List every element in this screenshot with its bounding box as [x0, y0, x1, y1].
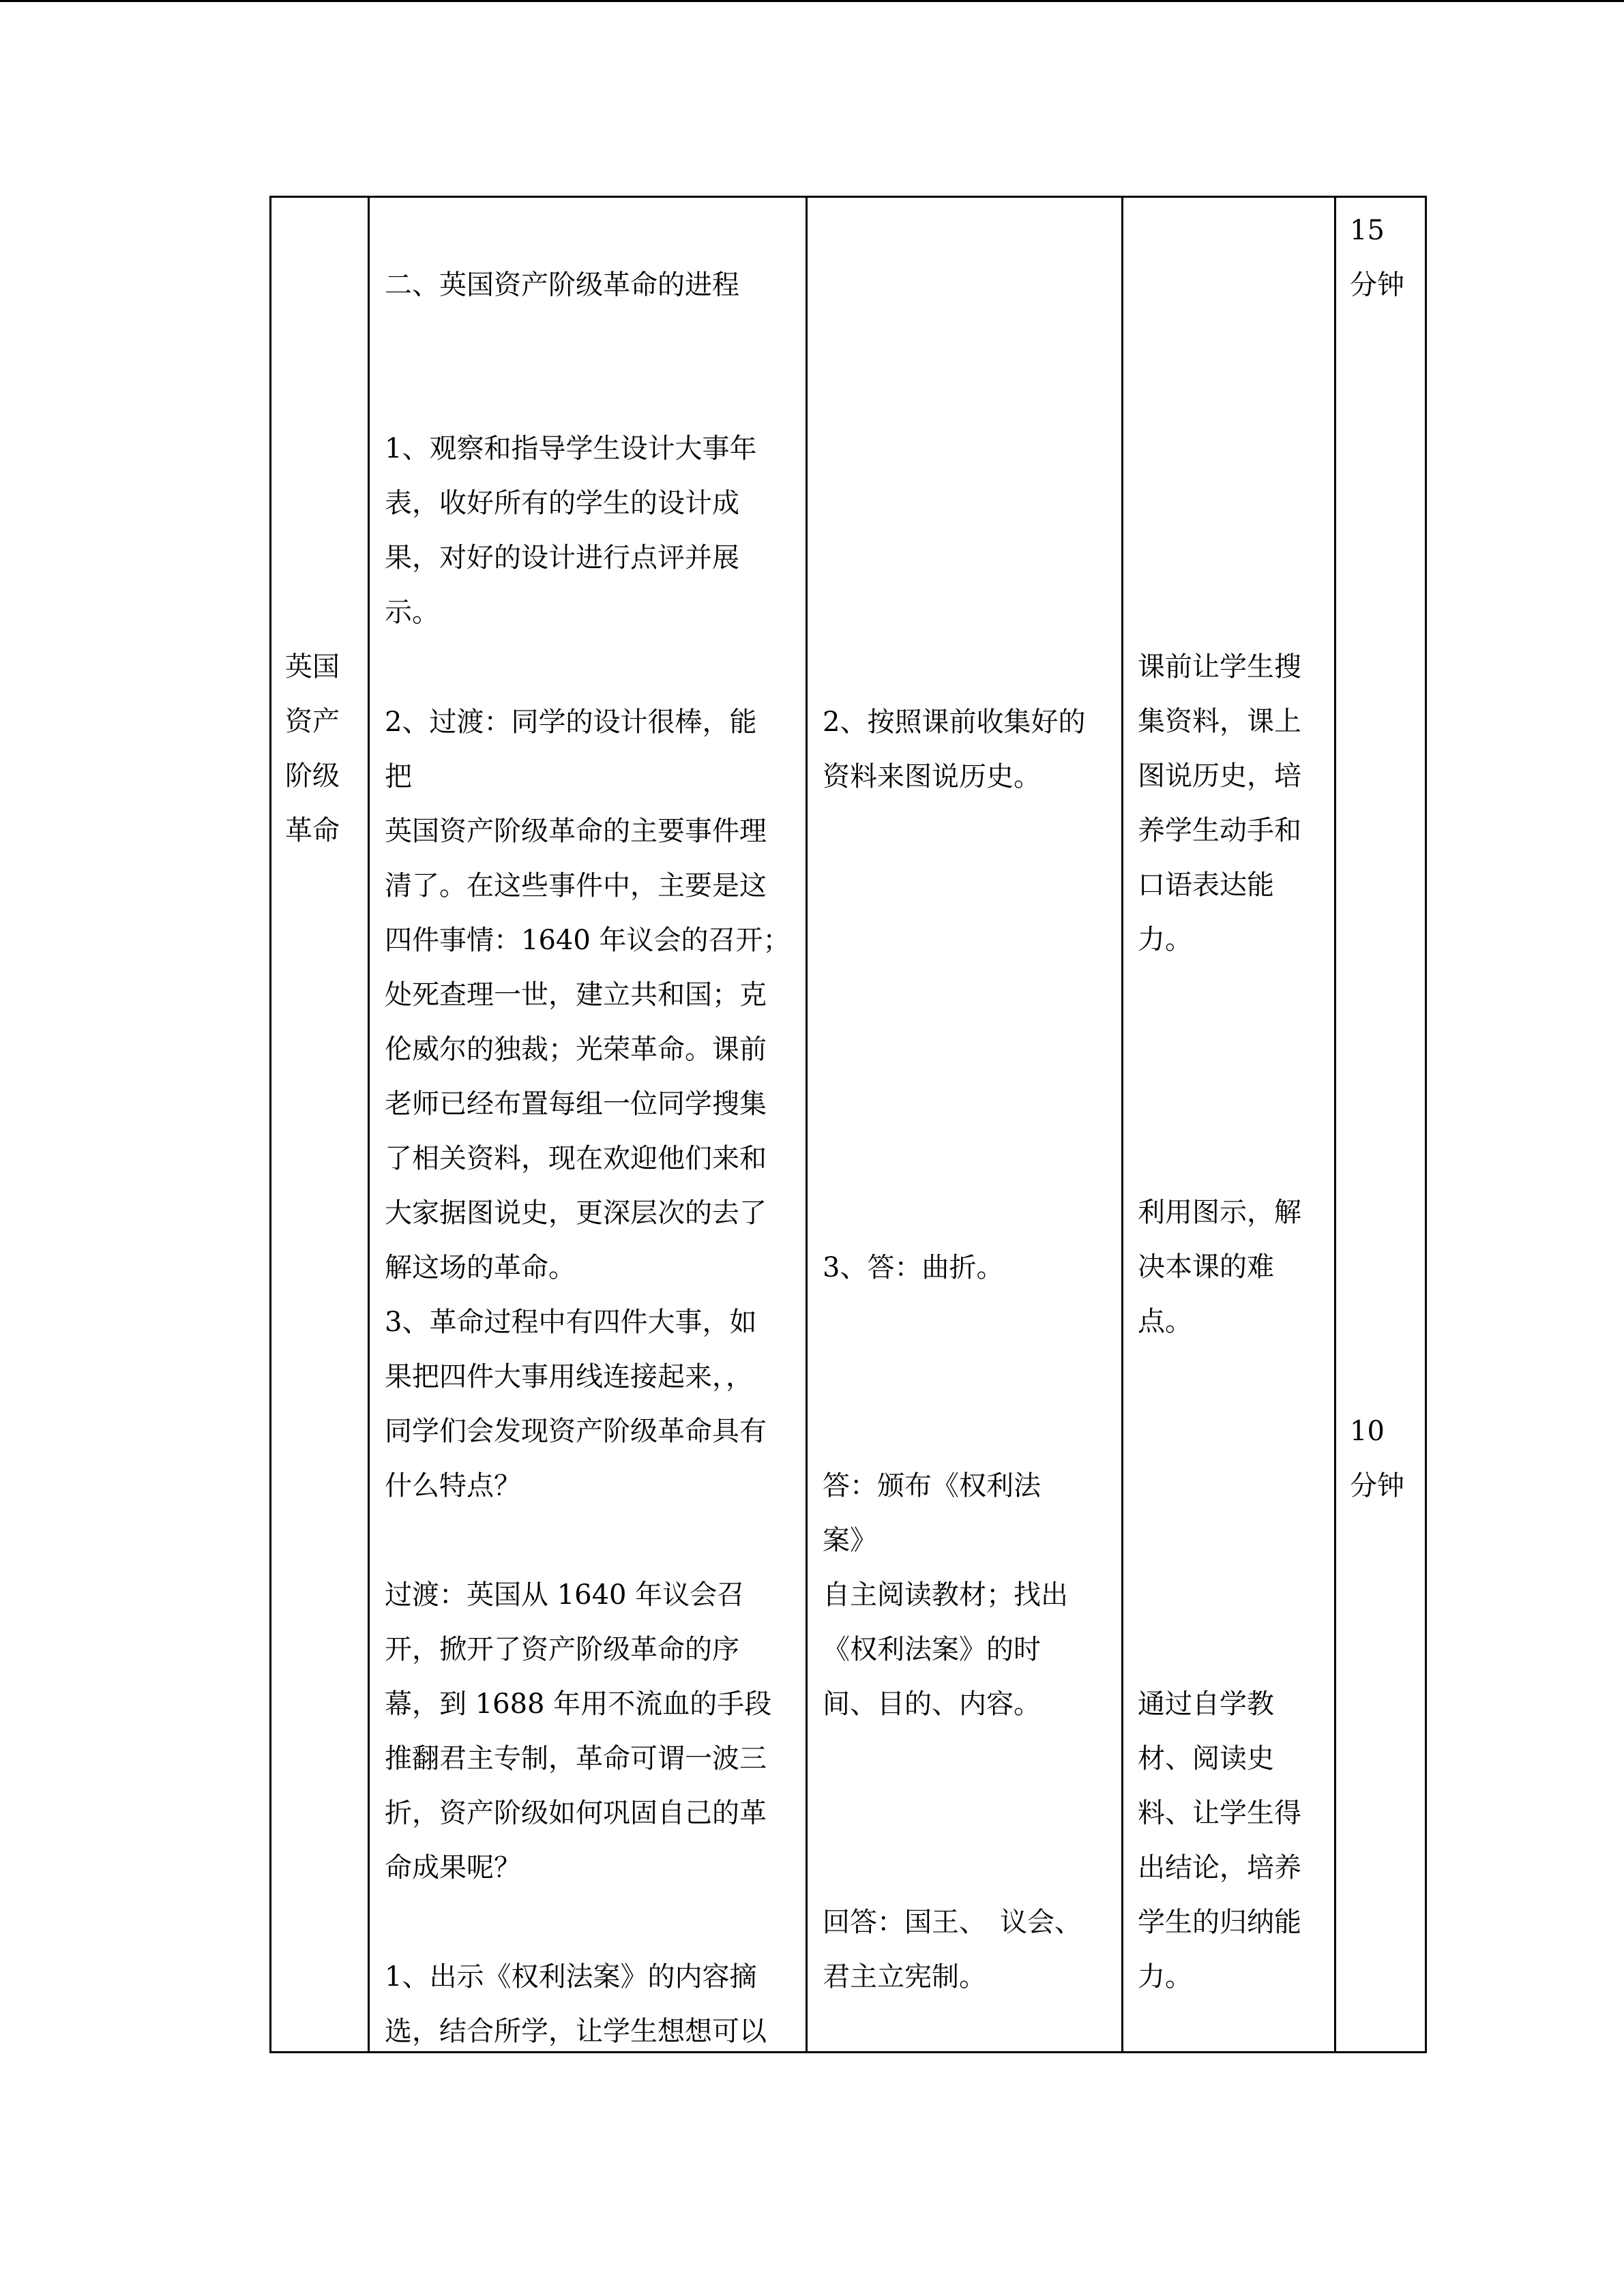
page-top-rule: [0, 0, 1624, 2]
teacher-item-1-line: 表，收好所有的学生的设计成: [385, 488, 739, 519]
column-divider-4: [1334, 198, 1336, 2051]
teacher-transition-line: 命成果呢？: [385, 1852, 521, 1883]
student-item-2-line: 2、按照课前收集好的: [823, 706, 1086, 738]
teacher-transition-line: 推翻君主专制，革命可谓一波三: [385, 1743, 767, 1774]
intent-block-1-line: 口语表达能: [1138, 869, 1274, 901]
teacher-item-2: [385, 695, 791, 1295]
student-item-3: [823, 1240, 1003, 1295]
intent-block-3-line: 出结论，培养: [1138, 1852, 1301, 1883]
intent-block-2: [1138, 1185, 1301, 1349]
time-second-line: 分钟: [1350, 1470, 1404, 1502]
intent-block-3-line: 力。: [1138, 1961, 1192, 1993]
intent-block-1: [1138, 640, 1301, 967]
teacher-transition: [385, 1568, 771, 1895]
intent-block-1-line: 养学生动手和: [1138, 815, 1301, 846]
teacher-item-1: [385, 421, 756, 640]
teacher-item-4-line: 选，结合所学，让学生想想可以: [385, 2016, 767, 2047]
teacher-item-4-line: 1、出示《权利法案》的内容摘: [385, 1961, 757, 1993]
time-first: [1350, 203, 1404, 312]
student-answer-bill: [823, 1459, 1068, 1731]
teacher-item-2-line: 老师已经布置每组一位同学搜集: [385, 1088, 767, 1120]
time-second-line: 10: [1350, 1416, 1385, 1447]
teacher-item-2-line: 处死查理一世，建立共和国；克: [385, 979, 767, 1011]
column-divider-2: [806, 198, 808, 2051]
student-answer-bill-line: 自主阅读教材；找出: [823, 1579, 1068, 1611]
teacher-transition-line: 开，掀开了资产阶级革命的序: [385, 1634, 739, 1665]
teacher-item-2-line: 解这场的革命。: [385, 1252, 576, 1283]
student-answer-bill-line: 案》: [823, 1525, 877, 1556]
time-first-line: 分钟: [1350, 269, 1404, 301]
teacher-item-2-line: 英国资产阶级革命的主要事件理: [385, 816, 767, 847]
intent-block-1-line: 力。: [1138, 924, 1192, 955]
intent-block-3: [1138, 1677, 1301, 2004]
intent-block-2-line: 决本课的难: [1138, 1251, 1274, 1283]
student-answer-final-line: 君主立宪制。: [823, 1961, 986, 1993]
teacher-item-3-line: 果把四件大事用线连接起来，，: [385, 1361, 753, 1392]
intent-block-1-line: 课前让学生搜: [1138, 651, 1301, 683]
student-answer-final: [823, 1895, 1082, 2004]
intent-block-3-line: 通过自学教: [1138, 1688, 1274, 1720]
teacher-transition-line: 过渡：英国从 1640 年议会召: [385, 1579, 745, 1611]
intent-block-3-line: 料、让学生得: [1138, 1798, 1301, 1829]
teacher-item-2-line: 伦威尔的独裁；光荣革命。课前: [385, 1034, 767, 1065]
intent-block-1-line: 集资料，课上: [1138, 706, 1301, 737]
intent-block-3-line: 学生的归纳能: [1138, 1907, 1301, 1938]
time-second: [1350, 1404, 1404, 1513]
teacher-transition-line: 折，资产阶级如何巩固自己的革: [385, 1798, 767, 1829]
time-first-line: 15: [1350, 215, 1385, 246]
teacher-item-3: [385, 1295, 767, 1513]
student-answer-bill-line: 答：颁布《权利法: [823, 1470, 1041, 1502]
teacher-item-1-line: 示。: [385, 597, 439, 628]
teacher-item-3-line: 3、革命过程中有四件大事，如: [385, 1307, 757, 1338]
student-answer-bill-line: 间、目的、内容。: [823, 1688, 1041, 1720]
intent-block-3-line: 材、阅读史: [1138, 1743, 1274, 1774]
teacher-item-2-line: 大家据图说史，更深层次的去了: [385, 1197, 767, 1229]
teacher-transition-line: 幕，到 1688 年用不流血的手段: [385, 1688, 772, 1720]
student-item-2-line: 资料来图说历史。: [823, 761, 1041, 792]
intent-block-1-line: 图说历史，培: [1138, 760, 1301, 792]
teacher-item-2-line: 2、过渡：同学的设计很棒，能: [385, 706, 757, 738]
teacher-heading: 二、英国资产阶级革命的进程: [385, 269, 739, 301]
section-label-line: 资产: [285, 706, 340, 737]
teacher-item-3-line: 同学们会发现资产阶级革命具有: [385, 1416, 767, 1447]
section-label-line: 革命: [285, 815, 340, 846]
student-answer-bill-line: 《权利法案》的时: [823, 1634, 1041, 1665]
teacher-item-3-line: 什么特点？: [385, 1470, 521, 1502]
teacher-item-2-line: 了相关资料，现在欢迎他们来和: [385, 1143, 767, 1174]
student-item-2: [823, 695, 1085, 804]
intent-block-2-line: 点。: [1138, 1306, 1192, 1337]
teacher-item-2-line: 把: [385, 761, 412, 792]
teacher-item-1-line: 果，对好的设计进行点评并展: [385, 542, 739, 573]
intent-block-2-line: 利用图示，解: [1138, 1197, 1301, 1228]
student-item-3-line: 3、答：曲折。: [823, 1252, 1004, 1283]
teacher-item-2-line: 清了。在这些事件中，主要是这: [385, 870, 767, 901]
column-divider-3: [1121, 198, 1123, 2051]
teacher-item-2-line: 四件事情：1640 年议会的召开；: [385, 925, 791, 956]
student-answer-final-line: 回答：国王、 议会、: [823, 1907, 1082, 1938]
section-label-cell: [285, 640, 340, 858]
column-divider-1: [368, 198, 370, 2051]
section-label-line: 英国: [285, 651, 340, 683]
teacher-item-1-line: 1、观察和指导学生设计大事年: [385, 433, 757, 464]
section-label-line: 阶级: [285, 760, 340, 792]
teacher-item-4: [385, 1950, 767, 2059]
